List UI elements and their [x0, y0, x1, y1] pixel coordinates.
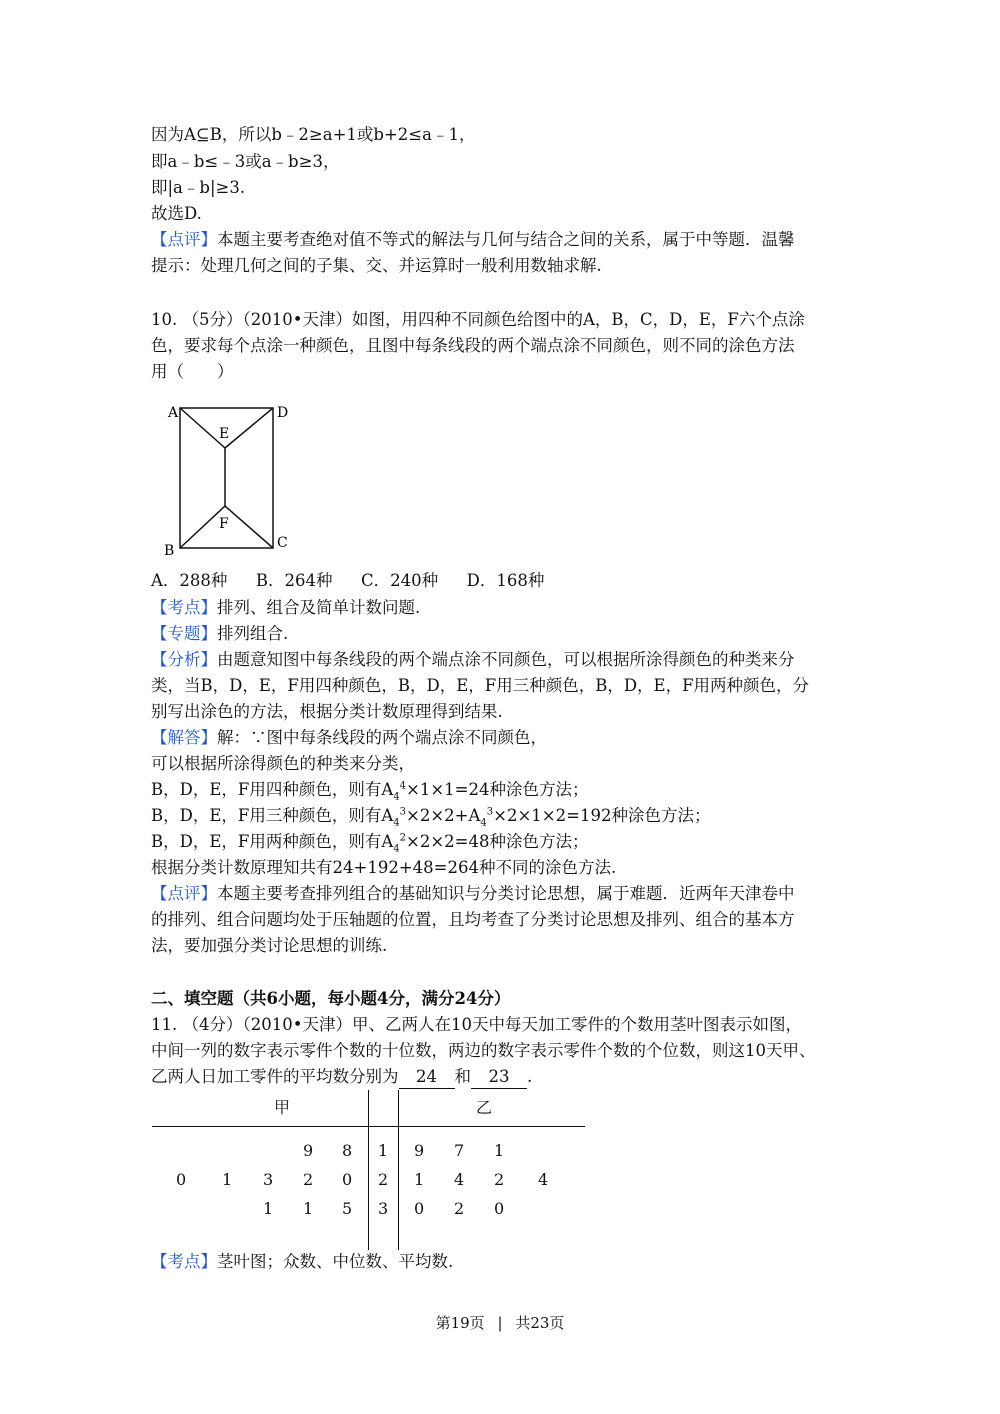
kaodian-tag: 【考点】 [151, 598, 217, 617]
jieda-total: 根据分类计数原理知共有24+192+48=264种不同的涂色方法. [151, 858, 617, 877]
figure-edge-CF [225, 506, 273, 548]
q10-stem: 10. （5分）（2010•天津）如图，用四种不同颜色给图中的A，B，C，D，E，F六个点涂 [151, 310, 805, 329]
answer-blank-2: 23 [471, 1066, 527, 1089]
leaf-left: 1 [303, 1199, 314, 1218]
q11-stem: 乙两人日加工零件的平均数分别为 24 和 23 . [151, 1066, 532, 1089]
page-number: 第19页 [435, 1314, 485, 1332]
fenxi-line: 类，当B，D，E，F用四种颜色，B，D，E，F用三种颜色，B，D，E，F用两种颜色，分 [151, 676, 810, 695]
leaf-left: 1 [263, 1199, 274, 1218]
option-a: A．288种 [151, 571, 228, 590]
fenxi-line: 别写出涂色的方法，根据分类计数原理得到结果. [151, 702, 503, 721]
zhuanti-tag: 【专题】 [151, 624, 217, 643]
leaf-right: 4 [538, 1170, 549, 1189]
comment-tag: 【点评】 [151, 230, 217, 249]
label-C: C [277, 535, 288, 551]
q10-stem: 用（ ） [151, 362, 234, 381]
label-A: A [168, 405, 179, 421]
option-b: B．264种 [255, 571, 333, 590]
jieda-case-four: B，D，E，F用四种颜色，则有$A_4^4\times 1\times 1=24$种涂色方法； [151, 780, 589, 803]
figure-edge-DE [225, 408, 273, 448]
q10-figure [155, 398, 305, 560]
kaodian-tag: 【考点】 [151, 1252, 217, 1271]
leaf-left: 0 [176, 1170, 187, 1189]
leaf-right: 0 [494, 1199, 505, 1218]
leaf-right: 1 [414, 1170, 425, 1189]
q10-stem: 色，要求每个点涂一种颜色，且图中每条线段的两个端点涂不同颜色，则不同的涂色方法 [151, 336, 795, 355]
dianping-line: 【点评】本题主要考查排列组合的基础知识与分类讨论思想，属于难题．近两年天津卷中 [151, 884, 795, 903]
label-D: D [277, 405, 289, 421]
dianping-tag: 【点评】 [151, 884, 217, 903]
dianping-line: 法，要加强分类讨论思想的训练. [151, 936, 388, 955]
zhuanti-line: 【专题】排列组合. [151, 624, 289, 643]
q11-stem: 11. （4分）（2010•天津）甲、乙两人在10天中每天加工零件的个数用茎叶图表示如图， [151, 1015, 802, 1034]
leaf-right: 2 [454, 1199, 465, 1218]
leaf-left: 9 [303, 1141, 314, 1160]
jieda-line: 【解答】解：∵图中每条线段的两个端点涂不同颜色， [151, 728, 547, 747]
stem-leaf-plot [152, 1090, 587, 1250]
leaf-right: 0 [414, 1199, 425, 1218]
jieda-line: 可以根据所涂得颜色的种类来分类， [151, 754, 415, 773]
header-yi: 乙 [476, 1098, 493, 1117]
option-c: C．240种 [361, 571, 439, 590]
stem-value: 2 [378, 1170, 389, 1189]
leaf-left: 0 [342, 1170, 353, 1189]
page-total: 共23页 [515, 1314, 565, 1332]
fenxi-tag: 【分析】 [151, 650, 217, 669]
jieda-case-two: B，D，E，F用两种颜色，则有$A_4^2\times 2\times 2=48$种涂色方法； [151, 832, 589, 855]
q11-stem: 中间一列的数字表示零件个数的十位数，两边的数字表示零件个数的个位数，则这10天甲、 [151, 1041, 816, 1060]
option-d: D．168种 [466, 571, 545, 590]
leaf-right: 7 [454, 1141, 465, 1160]
section-heading: 二、填空题（共6小题，每小题4分，满分24分） [151, 989, 511, 1008]
label-E: E [219, 426, 230, 442]
stem-divider-right [398, 1090, 399, 1250]
jieda-tag: 【解答】 [151, 728, 217, 747]
dianping-line: 的排列、组合问题均处于压轴题的位置，且均考查了分类讨论思想及排列、组合的基本方 [151, 910, 795, 929]
comment-line: 【点评】本题主要考查绝对值不等式的解法与几何与结合之间的关系，属于中等题．温馨 [151, 230, 795, 249]
solution-line: 即a﹣b≤﹣3或a﹣b≥3， [151, 152, 340, 171]
jieda-case-three: B，D，E，F用三种颜色，则有$A_4^3\times 2\times 2+A_4^3\times 2\times 1\times 2=192$种涂色方法； [151, 806, 711, 829]
header-jia: 甲 [274, 1098, 291, 1117]
q11-kaodian-line: 【考点】茎叶图；众数、中位数、平均数. [151, 1252, 454, 1271]
leaf-left: 5 [342, 1199, 353, 1218]
leaf-right: 1 [494, 1141, 505, 1160]
kaodian-line: 【考点】排列、组合及简单计数问题. [151, 598, 421, 617]
stem-value: 1 [378, 1141, 389, 1160]
q10-options [151, 570, 544, 592]
leaf-right: 9 [414, 1141, 425, 1160]
leaf-right: 4 [454, 1170, 465, 1189]
page-footer [0, 1312, 1000, 1333]
answer-blank-1: 24 [399, 1066, 455, 1089]
leaf-left: 2 [303, 1170, 314, 1189]
label-F: F [219, 516, 229, 532]
leaf-left: 3 [263, 1170, 274, 1189]
solution-line: 故选D. [151, 204, 202, 223]
leaf-left: 1 [222, 1170, 233, 1189]
comment-line: 提示：处理几何之间的子集、交、并运算时一般利用数轴求解. [151, 256, 602, 275]
label-B: B [164, 543, 175, 559]
solution-line: 即|a﹣b|≥3. [151, 178, 246, 197]
stem-value: 3 [378, 1199, 389, 1218]
stem-divider-left [368, 1090, 369, 1250]
footer-separator: | [497, 1314, 503, 1332]
fenxi-line: 【分析】由题意知图中每条线段的两个端点涂不同颜色，可以根据所涂得颜色的种类来分 [151, 650, 795, 669]
leaf-left: 8 [342, 1141, 353, 1160]
solution-line: 因为A⊆B，所以b﹣2≥a+1或b+2≤a﹣1， [151, 125, 476, 144]
leaf-right: 2 [494, 1170, 505, 1189]
